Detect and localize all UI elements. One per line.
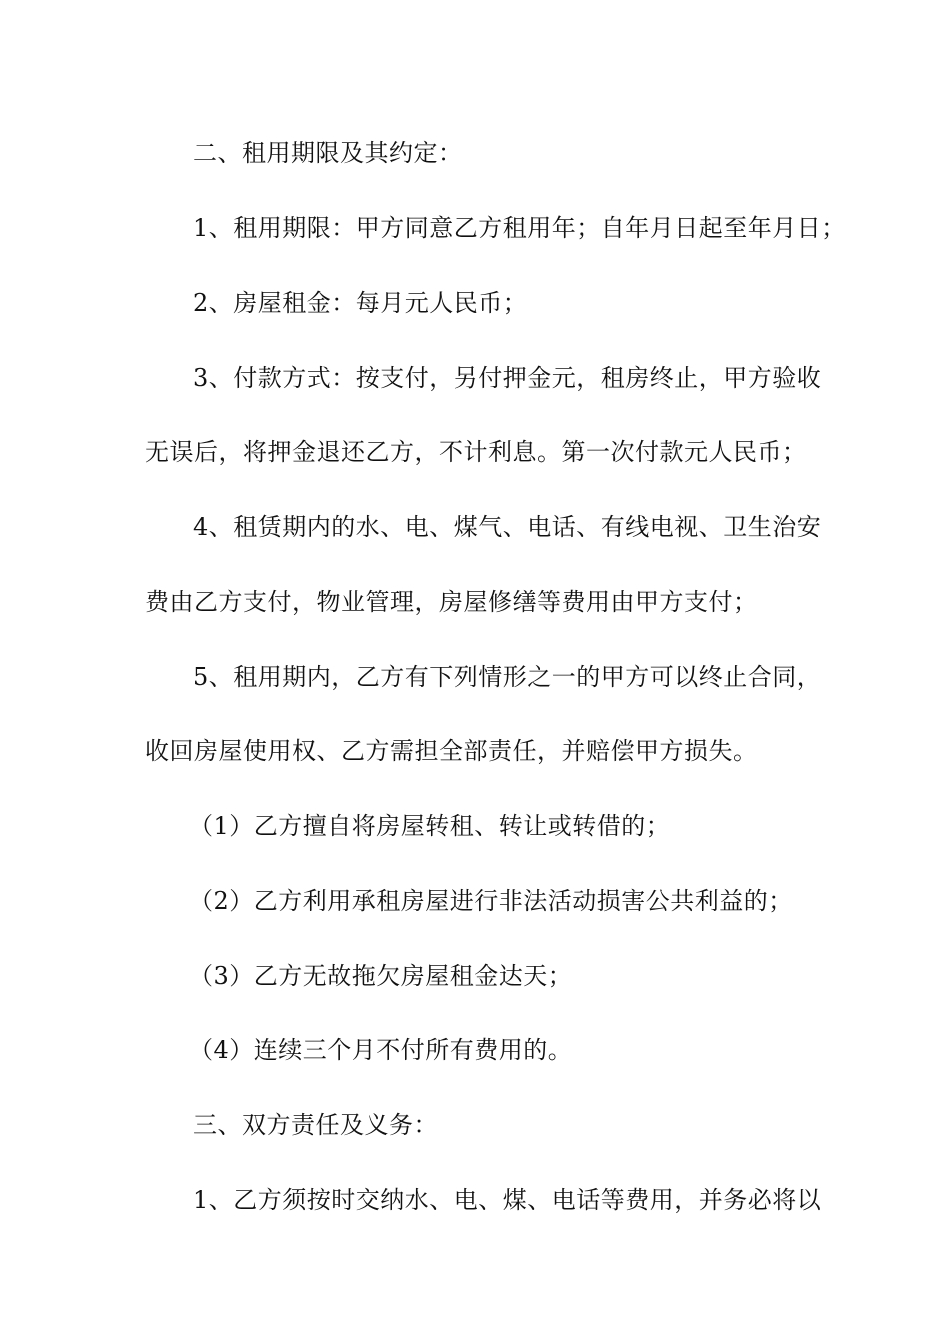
paragraph-line: 1、乙方须按时交纳水、电、煤、电话等费用，并务必将以 bbox=[193, 1186, 822, 1214]
paragraph-line: 收回房屋使用权、乙方需担全部责任，并赔偿甲方损失。 bbox=[145, 737, 758, 765]
list-item: （3）乙方无故拖欠房屋租金达天； bbox=[189, 962, 573, 990]
list-item: （1）乙方擅自将房屋转租、转让或转借的； bbox=[189, 812, 671, 840]
paragraph-line: 4、租赁期内的水、电、煤气、电话、有线电视、卫生治安 bbox=[193, 513, 822, 541]
section-heading-term: 二、租用期限及其约定： bbox=[193, 139, 463, 167]
paragraph-line: 1、租用期限：甲方同意乙方租用年；自年月日起至年月日； bbox=[193, 214, 846, 242]
paragraph-line: 无误后，将押金退还乙方，不计利息。第一次付款元人民币； bbox=[145, 438, 807, 466]
list-item: （2）乙方利用承租房屋进行非法活动损害公共利益的； bbox=[189, 887, 793, 915]
paragraph-line: 2、房屋租金：每月元人民币； bbox=[193, 289, 528, 317]
paragraph-line: 5、租用期内，乙方有下列情形之一的甲方可以终止合同， bbox=[193, 663, 822, 691]
paragraph-line: 费由乙方支付，物业管理，房屋修缮等费用由甲方支付； bbox=[145, 588, 758, 616]
paragraph-line: 3、付款方式：按支付，另付押金元，租房终止，甲方验收 bbox=[193, 364, 822, 392]
list-item: （4）连续三个月不付所有费用的。 bbox=[189, 1036, 573, 1064]
section-heading-duties: 三、双方责任及义务： bbox=[193, 1111, 438, 1139]
